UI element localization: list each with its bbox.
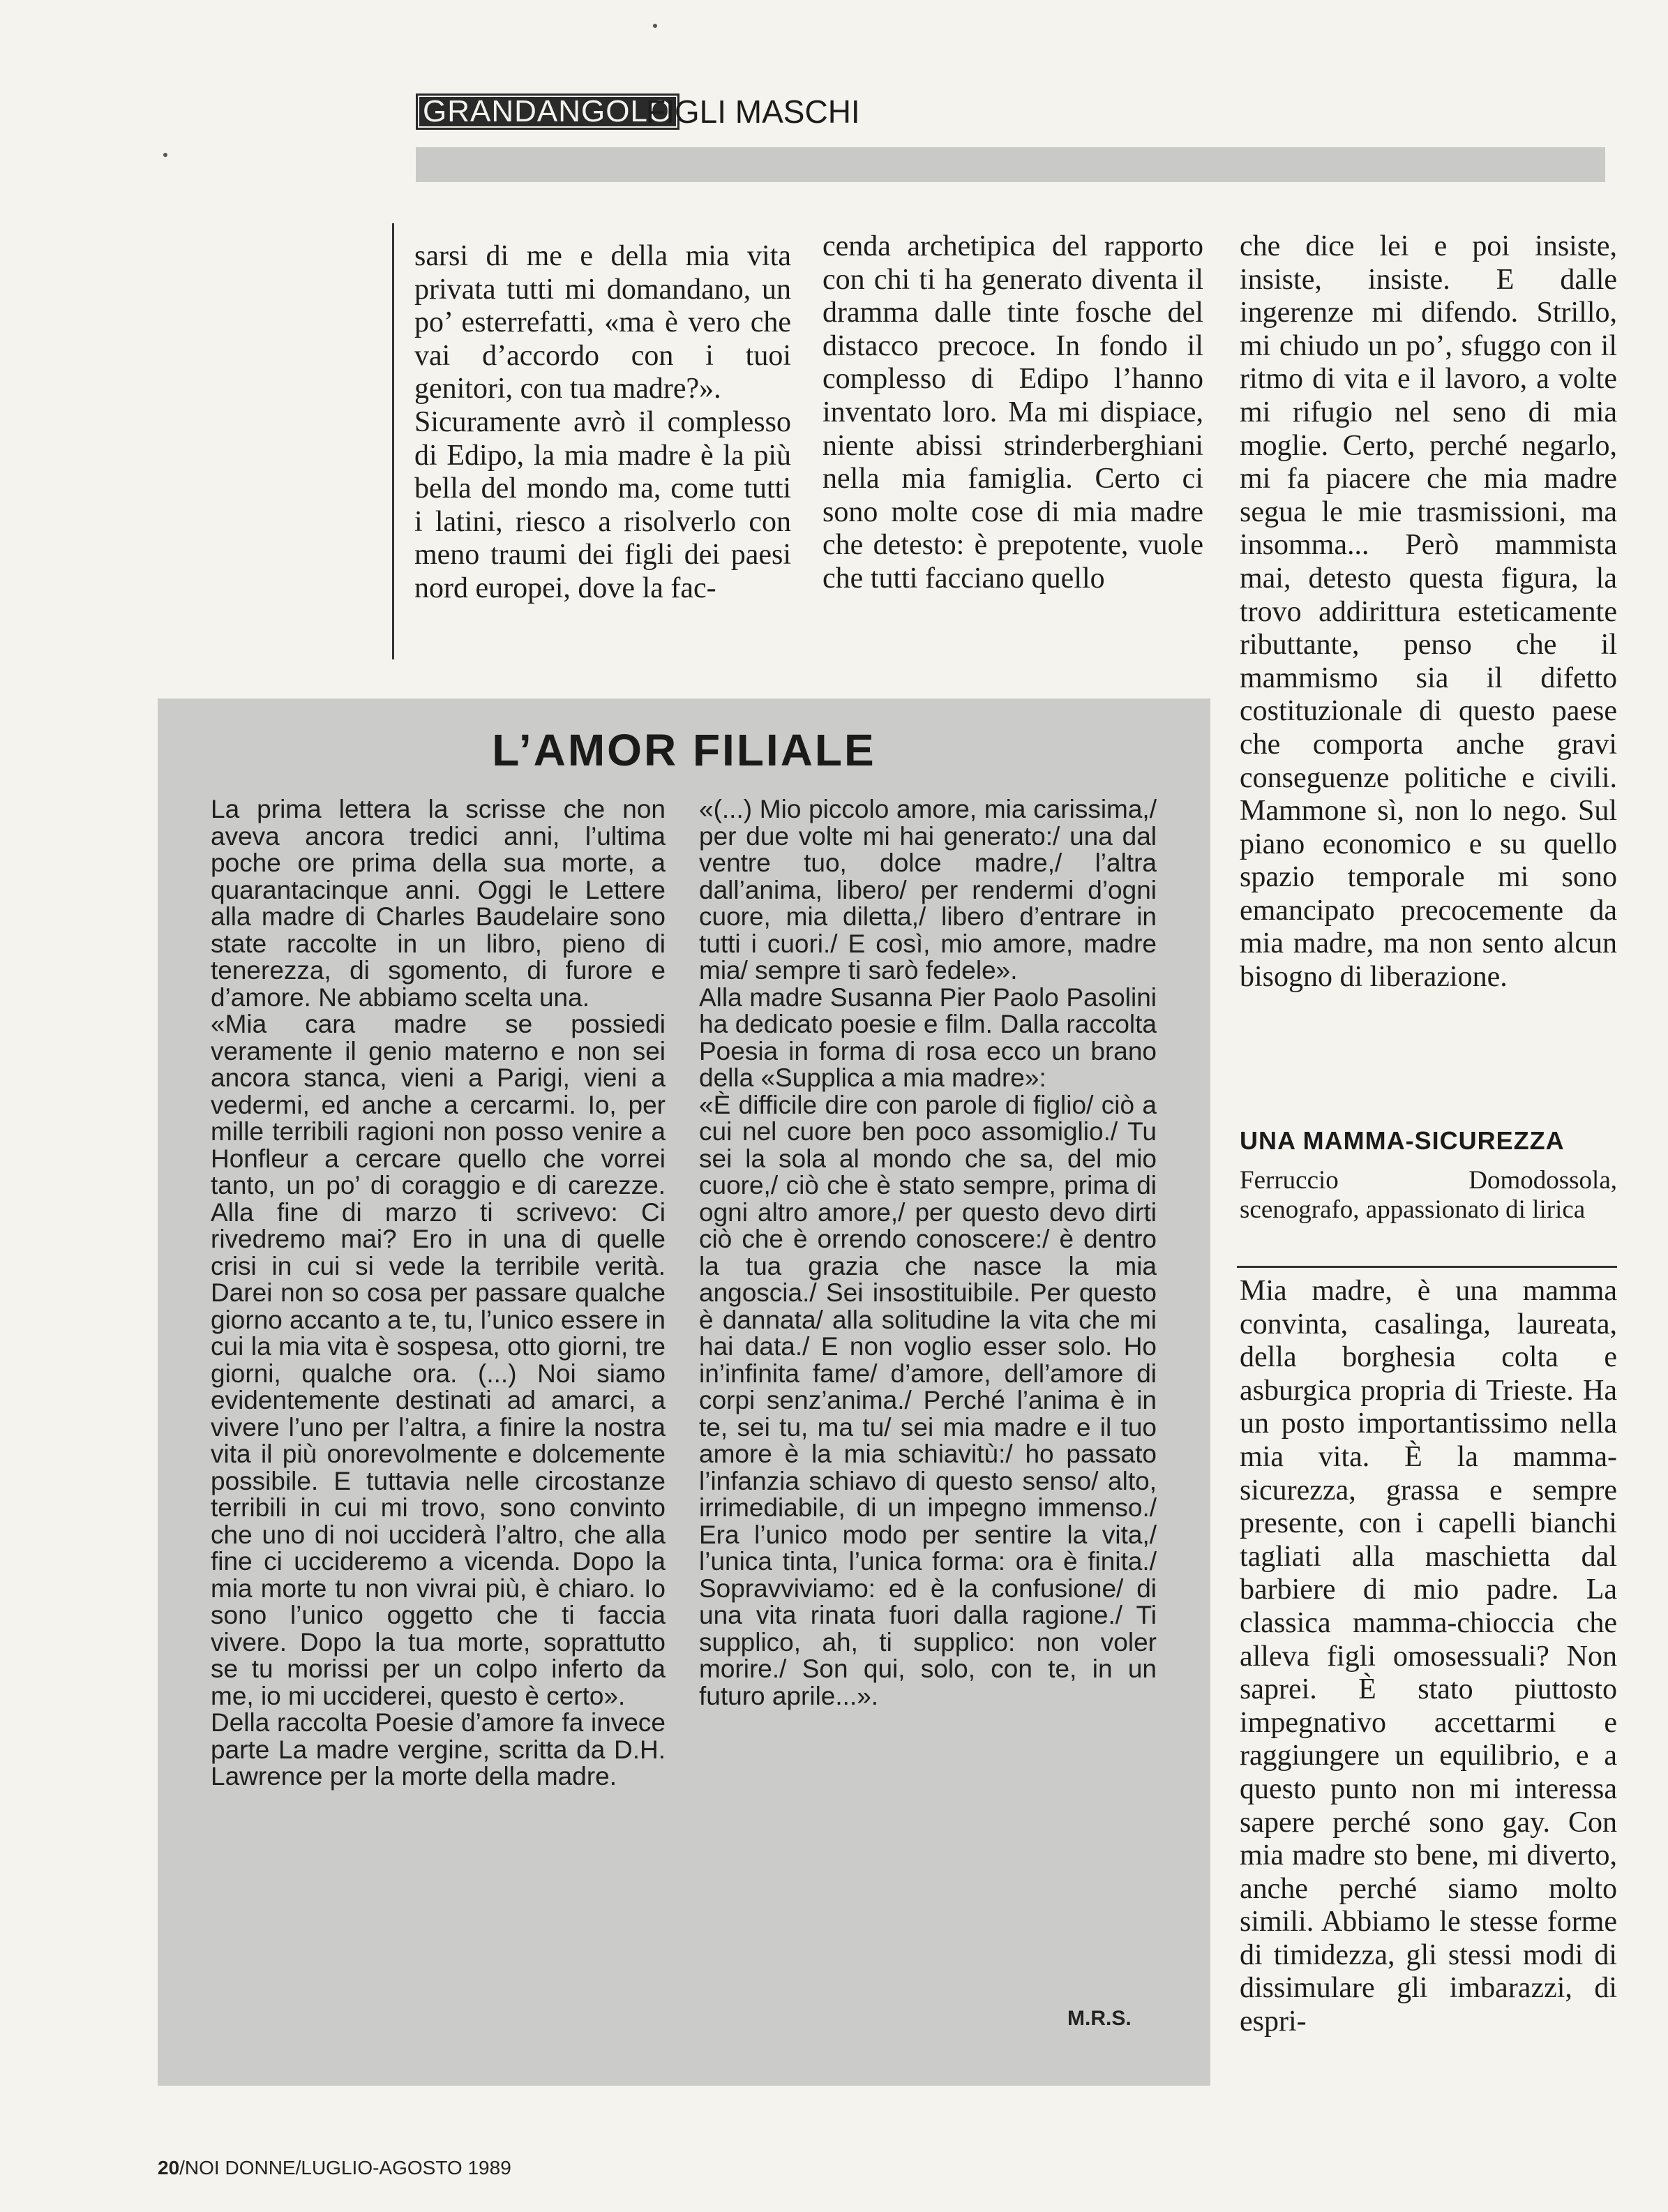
header-band [416, 147, 1605, 182]
subsection-deck: Ferruccio Domodossola, scenografo, appassionato di lirica [1240, 1166, 1617, 1224]
page-mark-dot [163, 153, 167, 157]
publication-line: /NOI DONNE/LUGLIO-AGOSTO 1989 [179, 2157, 511, 2179]
sidebar-title: L’AMOR FILIALE [492, 725, 876, 775]
subsection-heading: UNA MAMMA-SICUREZZA [1240, 1126, 1565, 1155]
paragraph: cenda archetipica del rapporto con chi ti ha generato diventa il dramma dalle tinte fosche del distacco precoce. In fondo il complesso di Edipo l’hanno inventato loro. Ma mi dispiace, niente abissi strinderberghiani nella mia famiglia. Certo ci sono molte cose di mia madre che detesto: è prepotente, vuole che tutti facciano quello [822, 230, 1203, 595]
column-rule [392, 223, 394, 659]
section-kicker: GRANDANGOLO [416, 94, 679, 130]
article-column-2 [822, 230, 1203, 596]
sidebar-signature: M.R.S. [1067, 2007, 1132, 2030]
paragraph: che dice lei e poi insiste, insiste, insiste. E dalle ingerenze mi difendo. Strillo, mi chiudo un po’, sfuggo con il ritmo di vita e il lavoro, a volte mi rifugio nel seno di mia moglie. Certo, perché negarlo, mi fa piacere che mia madre segua le mie trasmissioni, ma insomma... Però mammista mai, detesto questa figura, la trovo addirittura esteticamente ributtante, penso che il mammismo sia il difetto costituzionale di questo paese che comporta anche gravi conseguenze politiche e civili. Mammone sì, non lo nego. Sul piano economico e su quello spazio temporale mi sono emancipato precocemente da mia madre, ma non sento alcun bisogno di liberazione. [1240, 230, 1617, 994]
sidebar-column-2 [699, 796, 1157, 1710]
article-column-3 [1240, 230, 1617, 994]
paragraph: Alla madre Susanna Pier Paolo Pasolini ha dedicato poesie e film. Dalla raccolta Poesia in forma di rosa ecco un brano della «Supplica a mia madre»: [699, 982, 1157, 1092]
paragraph: La prima lettera la scrisse che non aveva ancora tredici anni, l’ultima poche ore prima della sua morte, a quarantacinque anni. Oggi le Lettere alla madre di Charles Baudelaire sono state raccolte in un libro, pieno di tenerezza, di sgomento, di furore e d’amore. Ne abbiamo scelta una. [211, 795, 666, 1012]
paragraph: sarsi di me e della mia vita privata tutti mi domandano, un po’ esterrefatti, «ma è vero che vai d’accordo con i tuoi genitori, con tua madre?». [414, 240, 791, 405]
paragraph: Della raccolta Poesie d’amore fa invece parte La madre vergine, scritta da D.H. Lawrence per la morte della madre. [211, 1708, 666, 1791]
article-column-1 [414, 240, 791, 606]
paragraph: Mia madre, è una mamma convinta, casalinga, laureata, della borghesia colta e asburgica propria di Trieste. Ha un posto importantissimo nella mia vita. È la mamma-sicurezza, grassa e sempre presente, con i capelli bianchi tagliati alla maschietta dal barbiere di mio padre. La classica mamma-chioccia che alleva figli omosessuali? Non saprei. È stato piuttosto impegnativo accettarmi e raggiungere un equilibrio, e a questo punto non mi interessa sapere perché sono gay. Con mia madre sto bene, mi diverto, anche perché siamo molto simili. Abbiamo le stesse forme di timidezza, gli stessi modi di dissimulare gli imbarazzi, di espri- [1240, 1275, 1617, 2038]
sidebar-column-1 [211, 796, 666, 1791]
page-number: 20 [158, 2157, 180, 2179]
page-mark-dot [653, 24, 657, 28]
deck-rule [1237, 1266, 1617, 1268]
page-footer [158, 2157, 511, 2179]
paragraph: «(...) Mio piccolo amore, mia carissima,/ per due volte mi hai generato:/ una dal ventre tuo, dolce madre,/ l’altra dall’anima, libero/ per rendermi d’ogni cuore, mia diletta,/ libero d’entrare in tutti i cuori./ E così, mio amore, madre mia/ sempre ti sarò fedele». [699, 795, 1157, 985]
paragraph: «Mia cara madre se possiedi veramente il genio materno e non sei ancora stanca, vieni a Parigi, vieni a vedermi, ed anche a cercarmi. Io, per mille terribili ragioni non posso venire a Honfleur a cercare quello che vorrei tanto, un po’ di coraggio e di carezze. Alla fine di marzo ti scrivevo: Ci rivedremo mai? Ero in una di quelle crisi in cui si vede la terribile verità. Darei non so cosa per passare qualche giorno accanto a te, tu, l’unico essere in cui la mia vita è sospesa, otto giorni, tre giorni, qualche ora. (...) Noi siamo evidentemente destinati ad amarci, a vivere l’uno per l’altra, a finire la nostra vita il più onorevolmente e dolcemente possibile. E tuttavia nelle circostanze terribili in cui mi trovo, sono convinto che uno di noi ucciderà l’altro, che alla fine ci uccideremo a vicenda. Dopo la mia morte tu non vivrai più, è chiaro. Io sono l’unico oggetto che ti faccia vivere. Dopo la tua morte, soprattutto se tu morissi per un colpo inferto da me, io mi ucciderei, questo è certo». [211, 1010, 666, 1710]
section-title: FIGLI MASCHI [646, 94, 860, 130]
subsection-body [1240, 1275, 1617, 2039]
paragraph: «È difficile dire con parole di figlio/ ciò a cui nel cuore ben poco assomiglio./ Tu sei la sola al mondo che sa, del mio cuore,/ ciò che è stato sempre, prima di ogni altro amore,/ per questo devo dirti ciò che è orrendo conoscere:/ è dentro la tua grazia che nasce la mia angoscia./ Sei insostituibile. Per questo è dannata/ alla solitudine la vita che mi hai data./ E non voglio esser solo. Ho in’infinita fame/ d’amore, dell’amore di corpi senz’anima./ Perché l’anima è in te, sei tu, ma tu/ sei mia madre e il tuo amore è la mia schiavitù:/ ho passato l’infanzia schiavo di questo senso/ alto, irrimediabile, di un impegno immenso./ Era l’unico modo per sentire la vita,/ l’unica tinta, l’unica forma: ora è finita./ Sopravviviamo: ed è la confusione/ di una vita rinata fuori dalla ragione./ Ti supplico, ah, ti supplico: non voler morire./ Son qui, solo, con te, in un futuro aprile...». [699, 1090, 1157, 1710]
paragraph: Sicuramente avrò il complesso di Edipo, la mia madre è la più bella del mondo ma, come tutti i latini, riesco a risolverlo con meno traumi dei figli dei paesi nord europei, dove la fac- [414, 405, 791, 604]
